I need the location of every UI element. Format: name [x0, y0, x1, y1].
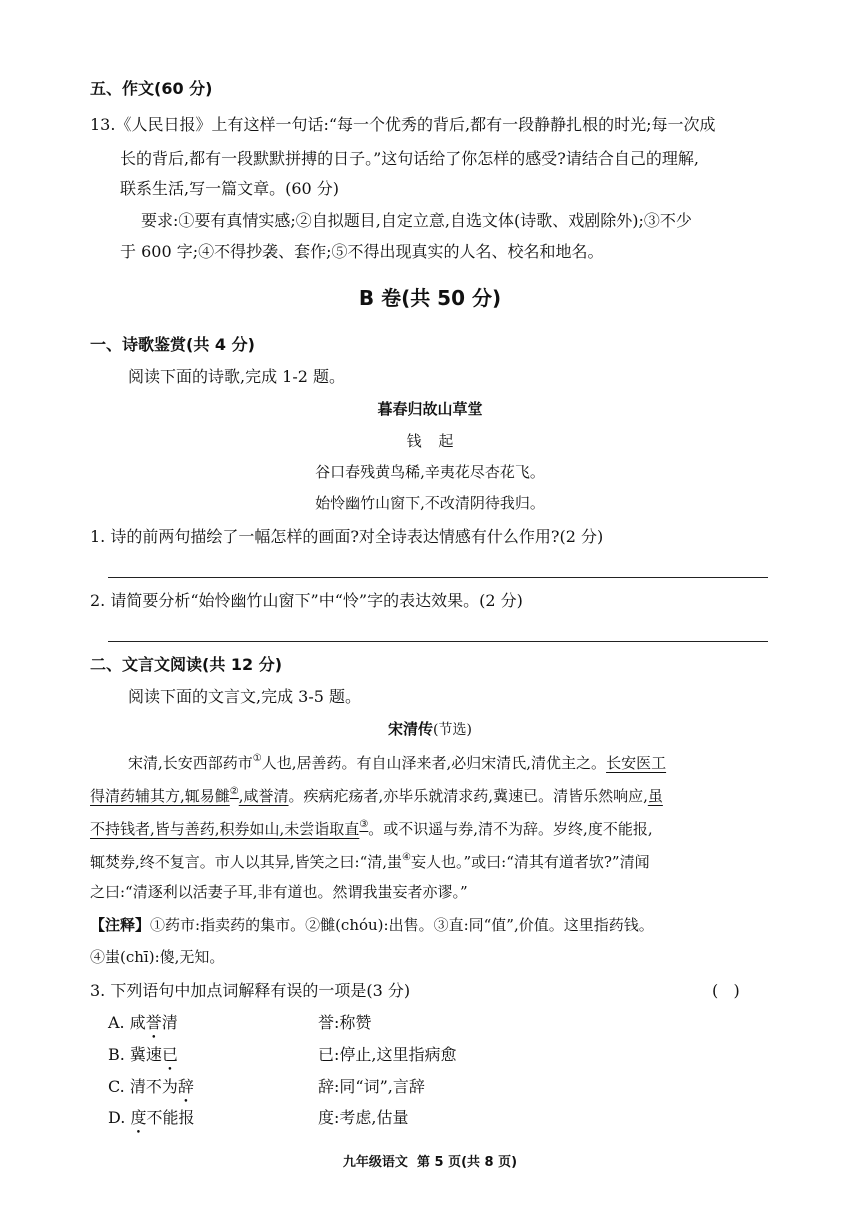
classical-title-note: (节选) [433, 722, 472, 738]
note-marker-1: ① [252, 753, 262, 764]
passage-text: 。疾病疕疡者,亦毕乐就清求药,冀速已。清皆乐然响应, [288, 787, 648, 805]
notes-text: ①药市:指卖药的集市。②雠(chóu):出售。③直:同“值”,价值。这里指药钱。 [150, 916, 654, 934]
passage-text: 妄人也。”或曰:“清其有道者欤?”清闻 [411, 853, 650, 871]
passage-line4 [90, 853, 650, 870]
classical-instruction: 阅读下面的文言文,完成 3-5 题。 [128, 687, 362, 706]
classical-title-text: 宋清传 [388, 720, 434, 738]
option-d-text: 不能报 [146, 1108, 195, 1127]
option-c-dotted-word: 辞 [177, 1077, 194, 1096]
poem-line1: 谷口春残黄鸟稀,辛夷花尽杏花飞。 [315, 463, 545, 481]
note-marker-4: ④ [402, 852, 411, 863]
answer-line-q1[interactable] [108, 577, 768, 578]
underlined-sentence: 不持钱者,皆与善药,积券如山,未尝诣取直 [90, 820, 360, 838]
question-3: 3. 下列语句中加点词解释有误的一项是(3 分) [90, 981, 411, 1000]
notes-line1 [90, 918, 654, 933]
passage-line2 [90, 787, 663, 804]
underlined-sentence: 虽 [647, 787, 663, 805]
poetry-heading: 一、诗歌鉴赏(共 4 分) [90, 335, 255, 354]
option-a-text: A. 咸 [108, 1013, 146, 1032]
requirements-line1: 要求:①要有真情实感;②自拟题目,自定立意,自选文体(诗歌、戏剧除外);③不少 [141, 211, 692, 230]
passage-line1 [128, 754, 666, 771]
option-b[interactable] [108, 1047, 178, 1063]
poem-title: 暮春归故山草堂 [377, 400, 483, 418]
underlined-sentence: 长安医工 [606, 754, 667, 772]
passage-text: 宋清,长安西部药市 [128, 754, 253, 772]
passage-line5: 之曰:“清逐利以活妻子耳,非有道也。然谓我蚩妄者亦谬。” [90, 883, 468, 901]
option-a[interactable] [108, 1015, 178, 1031]
note-marker-2: ② [229, 786, 239, 797]
passage-line3 [90, 820, 653, 837]
option-b-dotted-word: 已 [161, 1045, 178, 1064]
option-d-dotted-word: 度 [130, 1108, 147, 1127]
section5-heading: 五、作文(60 分) [90, 79, 213, 98]
notes-label: 【注释】 [90, 916, 151, 934]
volume-b-title: B 卷(共 50 分) [358, 286, 502, 310]
question-2: 2. 请简要分析“始怜幽竹山窗下”中“怜”字的表达效果。(2 分) [90, 591, 523, 610]
q13-line3: 联系生活,写一篇文章。(60 分) [120, 179, 340, 198]
answer-line-q2[interactable] [108, 641, 768, 642]
q13-line1: 13.《人民日报》上有这样一句话:“每一个优秀的背后,都有一段静静扎根的时光;每一次成 [90, 115, 716, 134]
option-c[interactable] [108, 1079, 194, 1095]
passage-text: 人也,居善药。有自山泽来者,必归宋清氏,清优主之。 [261, 754, 607, 772]
option-a-text: 清 [161, 1013, 178, 1032]
page-footer: 九年级语文 第 5 页(共 8 页) [342, 1155, 518, 1170]
poem-author: 钱 起 [406, 432, 454, 450]
option-c-explanation: 辞:同“词”,言辞 [318, 1077, 425, 1096]
option-a-explanation: 誉:称赞 [318, 1013, 372, 1032]
option-b-text: B. 冀速 [108, 1045, 162, 1064]
passage-text: 。或不识遥与券,清不为辞。岁终,度不能报, [368, 820, 653, 838]
poem-line2: 始怜幽竹山窗下,不改清阴待我归。 [315, 494, 545, 512]
requirements-line2: 于 600 字;④不得抄袭、套作;⑤不得出现真实的人名、校名和地名。 [120, 242, 604, 261]
notes-line2: ④蚩(chī):傻,无知。 [90, 948, 225, 966]
question-1: 1. 诗的前两句描绘了一幅怎样的画面?对全诗表达情感有什么作用?(2 分) [90, 527, 604, 546]
poetry-instruction: 阅读下面的诗歌,完成 1-2 题。 [128, 367, 346, 386]
classical-title [0, 722, 860, 737]
option-b-explanation: 已:停止,这里指病愈 [318, 1045, 457, 1064]
option-d-text: D. [108, 1108, 131, 1127]
q13-line2: 长的背后,都有一段默默拼搏的日子。”这句话给了你怎样的感受?请结合自己的理解, [120, 149, 699, 168]
option-d-explanation: 度:考虑,估量 [318, 1108, 409, 1127]
underlined-sentence: ,咸誉清 [238, 787, 289, 805]
classical-heading: 二、文言文阅读(共 12 分) [90, 655, 283, 674]
underlined-sentence: 得清药辅其方,辄易雠 [90, 787, 230, 805]
passage-text: 辄焚券,终不复言。市人以其异,皆笑之曰:“清,蚩 [90, 853, 403, 871]
note-marker-3: ③ [359, 819, 369, 830]
answer-parentheses[interactable]: ( ) [712, 981, 740, 1000]
option-c-text: C. 清不为 [108, 1077, 178, 1096]
option-d[interactable] [108, 1110, 194, 1126]
option-a-dotted-word: 誉 [145, 1013, 162, 1032]
